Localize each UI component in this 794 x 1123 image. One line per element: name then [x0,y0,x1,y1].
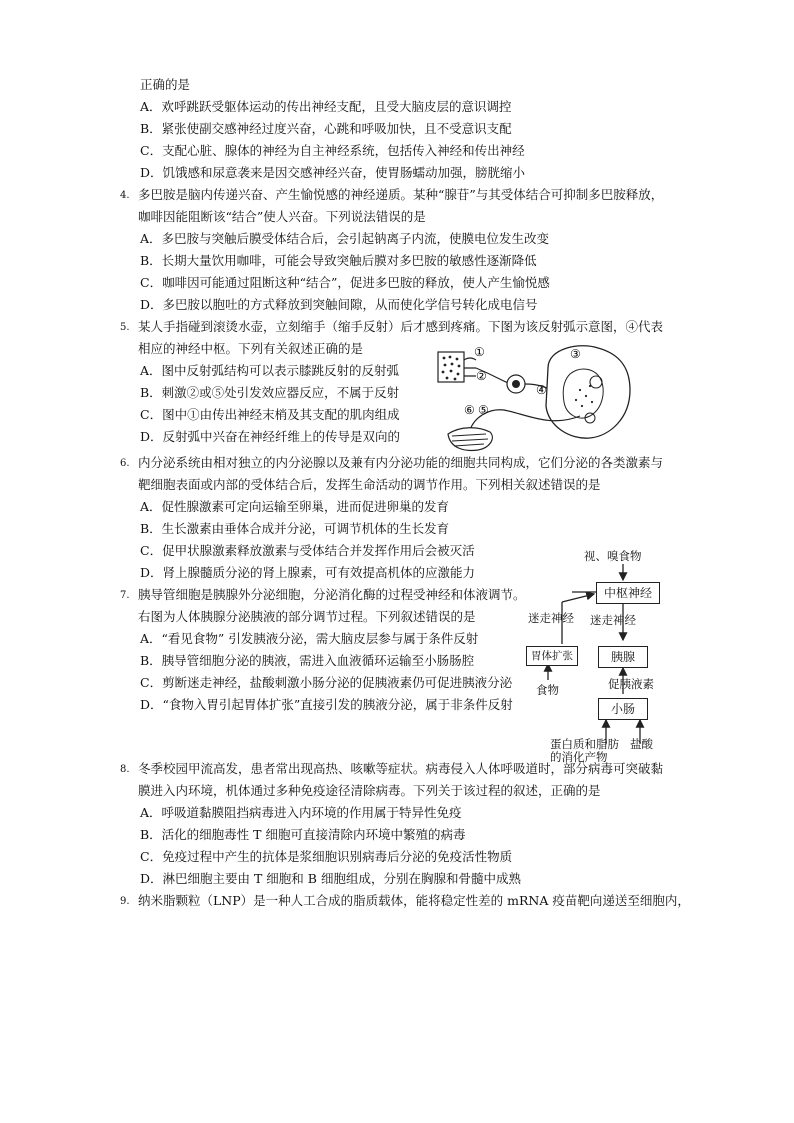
q7-option-a: A．“看见食物” 引发胰液分泌，需大脑皮层参与属于条件反射 [140,631,479,646]
label-digestion-products: 的消化产物 [550,750,608,764]
q3-option-a: A．欢呼跳跃受躯体运动的传出神经支配，且受大脑皮层的意识调控 [140,99,512,114]
q8-option-c: C．免疫过程中产生的抗体是浆细胞识别病毒后分泌的免疫活性物质 [140,849,513,864]
label-protein-fat: 蛋白质和脂肪 [550,737,619,751]
box-central-nervous: 中枢神经 [596,582,660,604]
q7-stem-line1: 胰导管细胞是胰腺外分泌细胞，分泌消化酶的过程受神经和体液调节。 [138,587,526,602]
q6-option-d: D．肾上腺髓质分泌的肾上腺素，可有效提高机体的应激能力 [140,565,476,580]
q7-option-d: D．“食物入胃引起胃体扩张”直接引发的胰液分泌，属于非条件反射 [140,697,513,712]
q7-stem-line2: 右图为人体胰腺分泌胰液的部分调节过程。下列叙述错误的是 [138,609,476,624]
q8-option-d: D．淋巴细胞主要由 T 细胞和 B 细胞组成，分别在胸腺和骨髓中成熟 [140,871,521,886]
box-small-intestine: 小肠 [598,698,648,720]
label-1: ① [474,345,485,359]
q8-number: 8. [120,764,130,775]
q8-option-a: A．呼吸道黏膜阻挡病毒进入内环境的作用属于特异性免疫 [140,805,462,820]
q4-number: 4. [120,190,130,201]
receptor-skin [438,352,476,382]
q6-option-a: A．促性腺激素可定向运输至卵巢，进而促进卵巢的发育 [140,499,450,514]
effector-muscle [448,428,492,451]
q7-number: 7. [120,590,130,601]
q4-option-d: D．多巴胺以胞吐的方式释放到突触间隙，从而使化学信号转化成电信号 [140,297,538,312]
label-hydrochloric-acid: 盐酸 [630,737,653,751]
q8-option-b: B．活化的细胞毒性 T 细胞可直接清除内环境中繁殖的病毒 [140,827,466,842]
q5-option-c: C．图中①由传出神经末梢及其支配的肌肉组成 [140,407,400,422]
q3-option-b: B．紧张使副交感神经过度兴奋，心跳和呼吸加快，且不受意识支配 [140,121,512,136]
q3-stem-tail: 正确的是 [140,77,191,92]
q5-option-a: A．图中反射弧结构可以表示膝跳反射的反射弧 [140,363,400,378]
q5-stem-line2: 相应的神经中枢。下列有关叙述正确的是 [138,341,364,356]
label-food: 食物 [536,683,559,697]
label-vagus-right: 迷走神经 [590,613,636,627]
q5-option-d: D．反射弧中兴奋在神经纤维上的传导是双向的 [140,429,401,444]
q5-stem-line1: 某人手指碰到滚烫水壶，立刻缩手（缩手反射）后才感到疼痛。下图为该反射弧示意图，④代表 [138,319,664,334]
label-4: ④ [536,383,547,397]
label-see-smell-food: 视、嗅食物 [584,549,642,563]
q4-option-c: C．咖啡因可能通过阻断这种“结合”，促进多巴胺的释放，使人产生愉悦感 [140,275,550,290]
q3-option-d: D．饥饿感和尿意袭来是因交感神经兴奋，使胃肠蠕动加强，膀胱缩小 [140,165,526,180]
q4-stem-line2: 咖啡因能阻断该“结合”使人兴奋。下列说法错误的是 [138,209,426,224]
label-5: ⑤ [478,403,489,417]
label-3: ③ [570,347,581,361]
q4-option-b: B．长期大量饮用咖啡，可能会导致突触后膜对多巴胺的敏感性逐渐降低 [140,253,537,268]
label-2: ② [476,369,487,383]
q5-option-b: B．刺激②或⑤处引发效应器反应，不属于反射 [140,385,400,400]
q6-number: 6. [120,458,130,469]
q6-stem-line2: 靶细胞表面或内部的受体结合后，发挥生命活动的调节作用。下列相关叙述错误的是 [138,477,601,492]
q8-stem-line1: 冬季校园甲流高发，患者常出现高热、咳嗽等症状。病毒侵入人体呼吸道时，部分病毒可突破黏 [138,761,664,776]
q4-option-a: A．多巴胺与突触后膜受体结合后，会引起钠离子内流，使膜电位发生改变 [140,231,550,246]
q4-stem-line1: 多巴胺是脑内传递兴奋、产生愉悦感的神经递质。某种“腺苷”与其受体结合可抑制多巴胺释放， [138,187,664,202]
q9-stem-line1: 纳米脂颗粒（LNP）是一种人工合成的脂质载体，能将稳定性差的 mRNA 疫苗靶向递送至细胞内， [138,893,690,908]
pancreas-regulation-diagram [520,544,670,764]
q9-number: 9. [120,896,130,907]
box-stomach-distension: 胃体扩张 [526,646,578,666]
label-6: ⑥ [464,403,475,417]
spinal-cord [546,346,630,438]
q6-option-c: C．促甲状腺激素释放激素与受体结合并发挥作用后会被灭活 [140,543,475,558]
q7-option-c: C．剪断迷走神经，盐酸刺激小肠分泌的促胰液素仍可促进胰液分泌 [140,675,513,690]
q7-option-b: B．胰导管细胞分泌的胰液，需进入血液循环运输至小肠肠腔 [140,653,475,668]
q6-option-b: B．生长激素由垂体合成并分泌，可调节机体的生长发育 [140,521,450,536]
q8-stem-line2: 膜进入内环境，机体通过多种免疫途径清除病毒。下列关于该过程的叙述，正确的是 [138,783,601,798]
label-vagus-left: 迷走神经 [528,611,574,625]
box-pancreas: 胰腺 [598,646,648,668]
reflex-arc-diagram [430,338,665,458]
q3-option-c: C．支配心脏、腺体的神经为自主神经系统，包括传入神经和传出神经 [140,143,525,158]
q5-number: 5. [120,322,130,333]
label-secretin: 促胰液素 [608,677,654,691]
q6-stem-line1: 内分泌系统由相对独立的内分泌腺以及兼有内分泌功能的细胞共同构成，它们分泌的各类激素与 [138,455,664,470]
